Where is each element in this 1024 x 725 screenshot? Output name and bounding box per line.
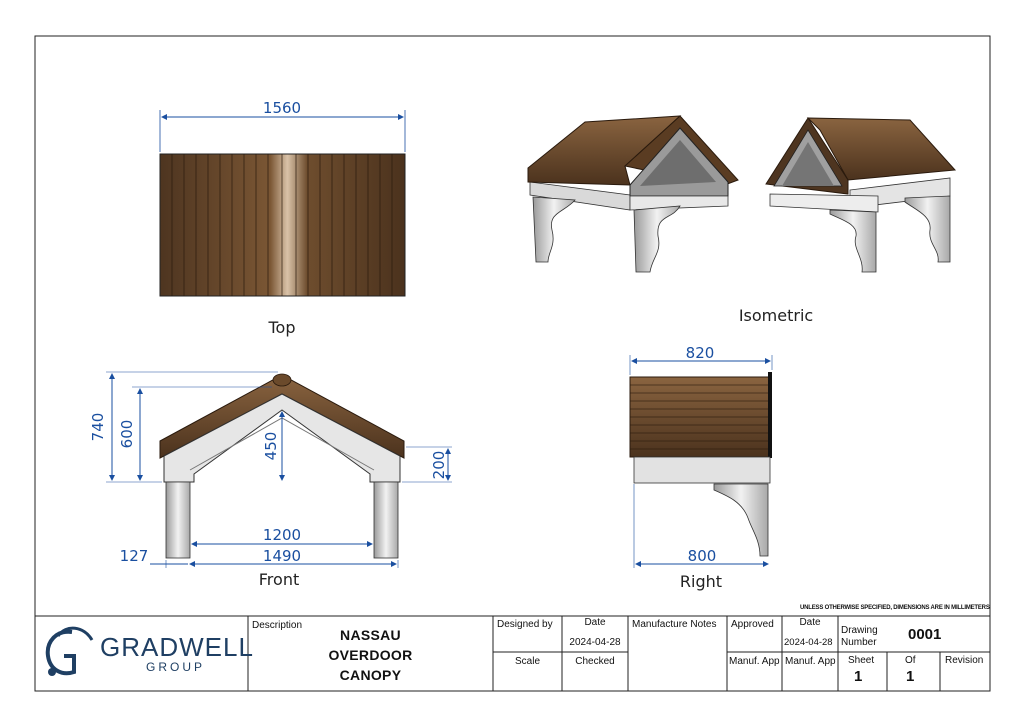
date-label: Date <box>584 617 606 628</box>
front-bracket-dimension: 127 <box>119 547 149 565</box>
designed-by-label: Designed by <box>497 619 553 630</box>
front-height-dimension: 600 <box>118 419 136 449</box>
manuf-app-label-2: Manuf. App <box>785 656 836 667</box>
front-inner-dimension: 1200 <box>262 526 302 544</box>
designed-date: 2024-04-28 <box>569 637 621 648</box>
of-value: 1 <box>906 668 915 685</box>
description-label: Description <box>252 620 303 631</box>
company-subtitle: GROUP <box>146 660 206 674</box>
top-view <box>160 99 405 296</box>
checked-label: Checked <box>575 656 615 667</box>
gradwell-logo-mark <box>48 628 92 676</box>
isometric-view-label: Isometric <box>738 306 814 325</box>
right-top-dimension: 820 <box>685 344 715 362</box>
drawing-title-line-2: OVERDOOR <box>328 647 413 663</box>
front-view-label: Front <box>258 570 300 589</box>
front-total-height-dimension: 740 <box>89 412 107 442</box>
isometric-view-left <box>528 116 738 272</box>
drawing-number: 0001 <box>908 626 942 643</box>
manufacture-notes-label: Manufacture Notes <box>632 619 717 630</box>
top-width-dimension: 1560 <box>262 99 302 117</box>
company-name: GRADWELL <box>100 632 254 662</box>
front-apex-dimension: 450 <box>262 431 280 461</box>
units-note: UNLESS OTHERWISE SPECIFIED, DIMENSIONS ARE IN MILLIMETERS <box>800 605 990 611</box>
approved-date: 2024-04-28 <box>784 637 833 648</box>
revision-label: Revision <box>945 655 984 666</box>
top-view-label: Top <box>268 318 296 337</box>
front-eave-dimension: 200 <box>430 450 448 480</box>
of-label: Of <box>905 655 916 666</box>
drawing-title-line-3: CANOPY <box>339 667 402 683</box>
drawing-number-label-2: Number <box>841 637 877 648</box>
drawing-number-label-1: Drawing <box>841 625 878 636</box>
right-bottom-dimension: 800 <box>687 547 717 565</box>
scale-label: Scale <box>514 656 540 667</box>
sheet-value: 1 <box>854 668 863 685</box>
front-outer-dimension: 1490 <box>262 547 302 565</box>
right-view <box>630 344 772 568</box>
front-view <box>89 372 452 568</box>
right-view-label: Right <box>679 572 723 591</box>
approved-date-label: Date <box>799 617 821 628</box>
isometric-view-right <box>766 118 955 272</box>
approved-label: Approved <box>731 619 774 630</box>
sheet-label: Sheet <box>848 655 875 666</box>
drawing-title-line-1: NASSAU <box>340 627 401 643</box>
manuf-app-label-1: Manuf. App <box>729 656 780 667</box>
